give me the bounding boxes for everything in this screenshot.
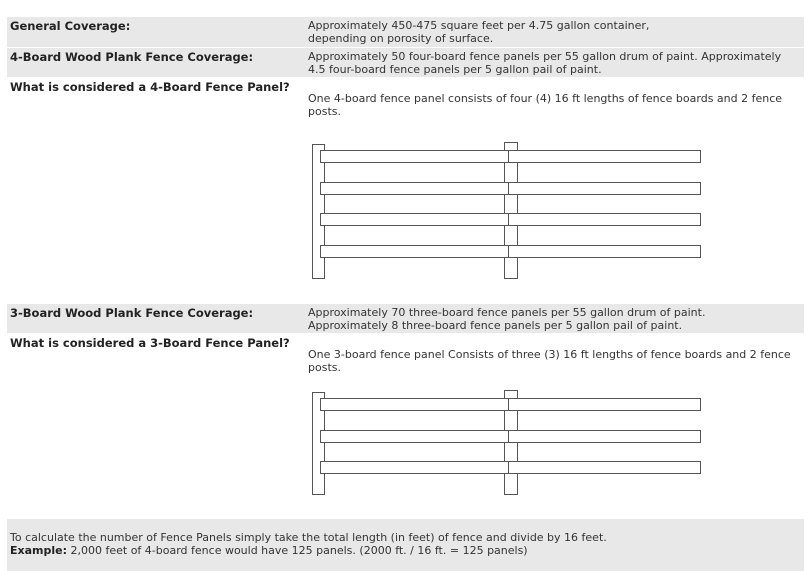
four-board-coverage-line2: 4.5 four-board fence panels per 5 gallon pail of paint. — [308, 63, 602, 76]
three-board-fence-illustration — [312, 390, 704, 496]
three-board-answer-line1: One 3-board fence panel Consists of three (3) 16 ft lengths of fence boards and 2 fence — [308, 348, 791, 361]
three-board-question-label: What is considered a 3-Board Fence Panel? — [10, 336, 290, 350]
three-board-coverage-line2: Approximately 8 three-board fence panels per 5 gallon pail of paint. — [308, 319, 683, 332]
four-board-question-row — [7, 78, 804, 118]
three-board-fence-svg — [312, 390, 704, 496]
general-coverage-row — [7, 17, 804, 47]
three-board-coverage-line1: Approximately 70 three-board fence panels per 55 gallon drum of paint. — [308, 306, 706, 319]
four-board-coverage-line1: Approximately 50 four-board fence panels per 55 gallon drum of paint. Approximately — [308, 50, 782, 63]
general-coverage-line2: depending on porosity of surface. — [308, 32, 494, 45]
fence-board-1 — [321, 399, 701, 411]
three-board-coverage-value — [308, 306, 802, 332]
fence-post-left — [313, 145, 325, 279]
three-board-coverage-row — [7, 304, 804, 333]
four-board-coverage-value — [308, 50, 802, 76]
general-coverage-line1: Approximately 450-475 square feet per 4.75 gallon container, — [308, 19, 650, 32]
four-board-coverage-row — [7, 48, 804, 77]
three-board-coverage-label: 3-Board Wood Plank Fence Coverage: — [10, 306, 254, 320]
three-board-answer — [308, 348, 802, 374]
footer-instruction: To calculate the number of Fence Panels simply take the total length (in feet) of fence and divide by 16 feet. — [10, 531, 607, 544]
four-board-question-label: What is considered a 4-Board Fence Panel? — [10, 80, 290, 94]
footer-calculation-note — [7, 519, 804, 571]
four-board-coverage-label: 4-Board Wood Plank Fence Coverage: — [10, 50, 254, 64]
three-board-answer-line2: posts. — [308, 361, 341, 374]
footer-example — [10, 544, 528, 557]
fence-board-3 — [321, 462, 701, 474]
example-label: Example: — [10, 544, 67, 557]
four-board-answer-line1: One 4-board fence panel consists of four (4) 16 ft lengths of fence boards and 2 fence — [308, 92, 783, 105]
example-text: 2,000 feet of 4-board fence would have 125 panels. (2000 ft. / 16 ft. = 125 panels) — [67, 544, 528, 557]
fence-board-2 — [321, 431, 701, 443]
four-board-fence-illustration — [312, 142, 704, 280]
general-coverage-value — [308, 19, 802, 45]
general-coverage-label: General Coverage: — [10, 19, 131, 33]
four-board-answer — [308, 92, 802, 118]
fence-board-4 — [321, 246, 701, 258]
three-board-question-row — [7, 334, 804, 374]
four-board-answer-line2: posts. — [308, 105, 341, 118]
fence-board-2 — [321, 183, 701, 195]
fence-board-1 — [321, 151, 701, 163]
fence-board-3 — [321, 214, 701, 226]
four-board-fence-svg — [312, 142, 704, 280]
